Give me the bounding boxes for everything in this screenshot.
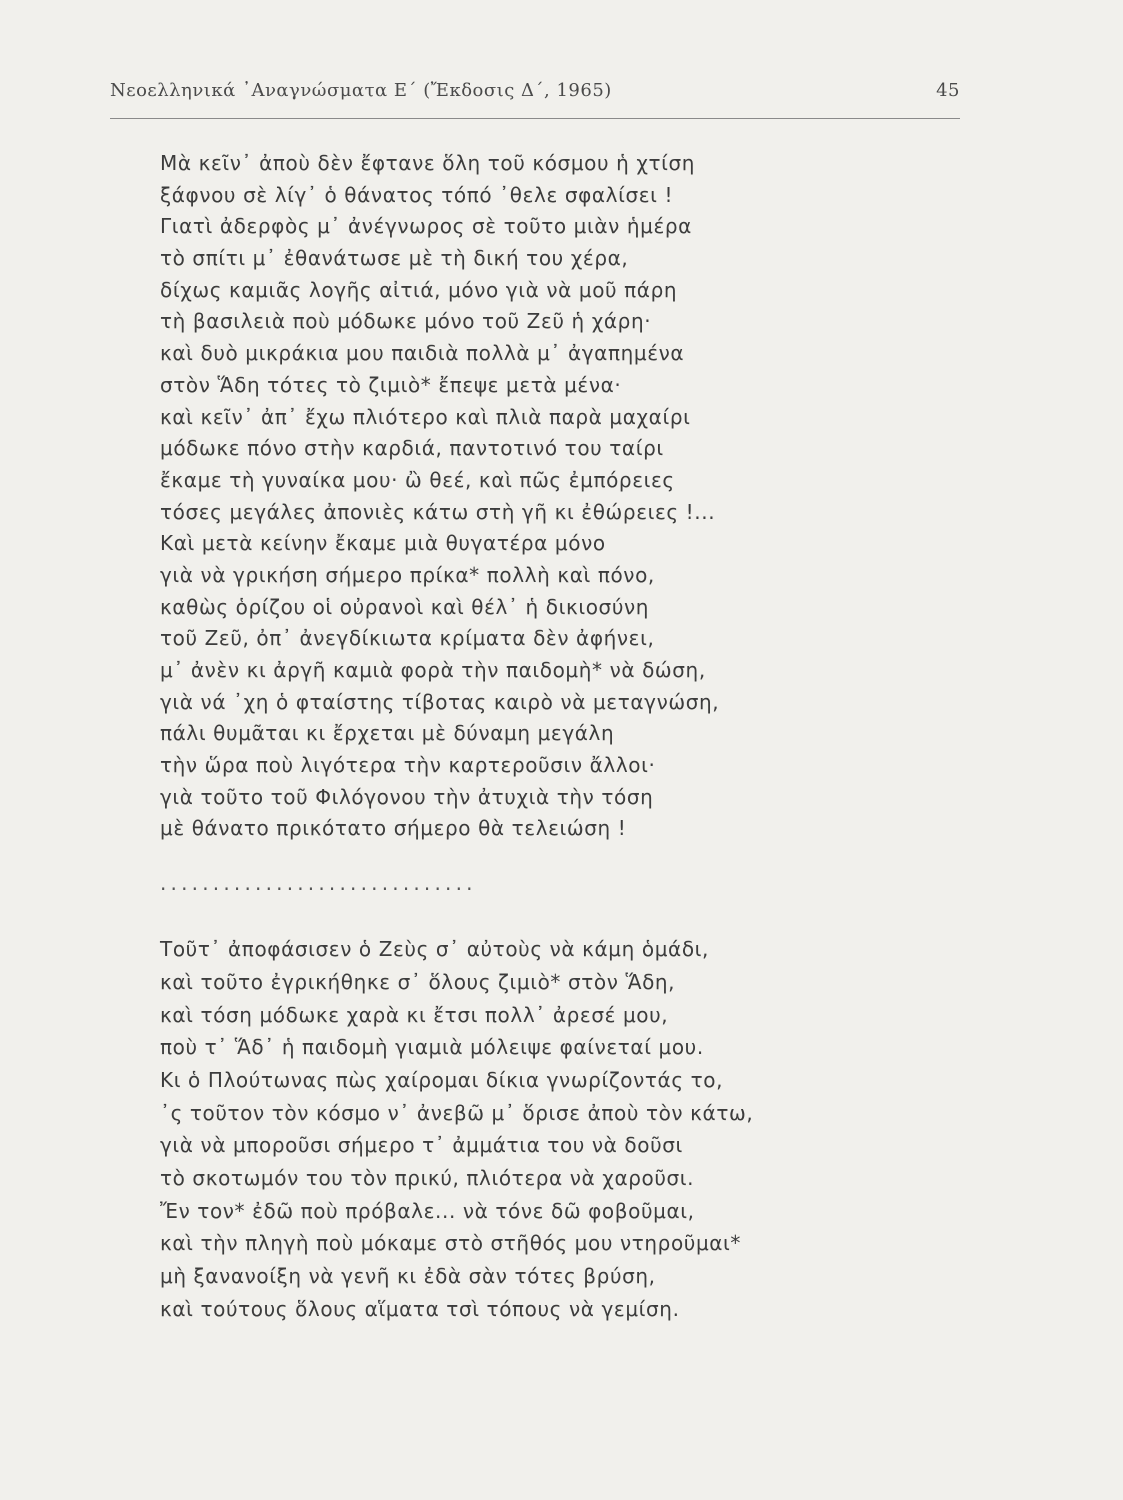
header-rule xyxy=(110,118,960,119)
running-header xyxy=(110,80,960,120)
verse-line: Καὶ μετὰ κείνην ἔκαμε μιὰ θυγατέρα μόνο xyxy=(160,531,606,556)
verse-line: γιὰ νὰ μποροῦσι σήμερο τ᾽ ἀμμάτια του νὰ δοῦσι xyxy=(160,1133,683,1158)
verse-line: γιὰ νά ᾽χη ὁ φταίστης τίβοτας καιρὸ νὰ μεταγνώση, xyxy=(160,689,720,714)
stanza-1 xyxy=(160,148,920,845)
verse-line: καὶ τόση μόδωκε χαρὰ κι ἔτσι πολλ᾽ ἀρεσέ μου, xyxy=(160,1002,669,1027)
verse-line: δίχως καμιᾶς λογῆς αἰτιά, μόνο γιὰ νὰ μοῦ πάρη xyxy=(160,277,678,302)
omission-dots: .............................. xyxy=(160,871,477,896)
verse-line: Ἔν τον* ἐδῶ ποὺ πρόβαλε... νὰ τόνε δῶ φοβοῦμαι, xyxy=(160,1198,695,1223)
verse-line: τὸ σκοτωμόν του τὸν πρικύ, πλιότερα νὰ χαροῦσι. xyxy=(160,1165,695,1190)
verse-line: τόσες μεγάλες ἀπονιὲς κάτω στὴ γῆ κι ἐθώρειες !... xyxy=(160,499,716,524)
verse-line: μὲ θάνατο πρικότατο σήμερο θὰ τελειώση ! xyxy=(160,816,627,841)
verse-line: καὶ δυὸ μικράκια μου παιδιὰ πολλὰ μ᾽ ἀγαπημένα xyxy=(160,341,685,366)
verse-line: γιὰ τοῦτο τοῦ Φιλόγονου τὴν ἀτυχιὰ τὴν τόση xyxy=(160,784,654,809)
verse-line: στὸν Ἅδη τότες τὸ ζιμιὸ* ἔπεψε μετὰ μένα· xyxy=(160,372,622,397)
verse-line: Γιατὶ ἀδερφὸς μ᾽ ἀνέγνωρος σὲ τοῦτο μιὰν ἡμέρα xyxy=(160,214,692,239)
verse-line: τὴν ὥρα ποὺ λιγότερα τὴν καρτεροῦσιν ἄλλοι· xyxy=(160,753,656,778)
verse-line: καὶ τοῦτο ἐγρικήθηκε σ᾽ ὅλους ζιμιὸ* στὸν Ἅδη, xyxy=(160,969,676,994)
verse-line: καὶ κεῖν᾽ ἀπ᾽ ἔχω πλιότερο καὶ πλιὰ παρὰ μαχαίρι xyxy=(160,404,691,429)
verse-line: τὸ σπίτι μ᾽ ἐθανάτωσε μὲ τὴ δική του χέρα, xyxy=(160,246,629,271)
verse-line: ᾽ς τοῦτον τὸν κόσμο ν᾽ ἀνεβῶ μ᾽ ὅρισε ἀποὺ τὸν κάτω, xyxy=(160,1100,754,1125)
verse-line: τὴ βασιλειὰ ποὺ μόδωκε μόνο τοῦ Ζεῦ ἡ χάρη· xyxy=(160,309,652,334)
verse-line: μὴ ξανανοίξη νὰ γενῆ κι ἐδὰ σὰν τότες βρύση, xyxy=(160,1264,656,1288)
verse-line: καὶ τούτους ὅλους αἵματα τσὶ τόπους νὰ γεμίση. xyxy=(160,1296,680,1321)
verse-line: πάλι θυμᾶται κι ἔρχεται μὲ δύναμη μεγάλη xyxy=(160,721,615,746)
verse-line: Κι ὁ Πλούτωνας πὼς χαίρομαι δίκια γνωρίζοντάς το, xyxy=(160,1067,724,1092)
verse-line: ἔκαμε τὴ γυναίκα μου· ὢ θεέ, καὶ πῶς ἐμπόρειες xyxy=(160,467,675,492)
verse-line: τοῦ Ζεῦ, ὀπ᾽ ἀνεγδίκιωτα κρίματα δὲν ἀφήνει, xyxy=(160,626,655,651)
poem-text xyxy=(160,148,920,1325)
verse-line: καὶ τὴν πληγὴ ποὺ μόκαμε στὸ στῆθός μου ντηροῦμαι* xyxy=(160,1231,742,1256)
verse-line: Τοῦτ᾽ ἀποφάσισεν ὁ Ζεὺς σ᾽ αὐτοὺς νὰ κάμη ὁμάδι, xyxy=(160,937,709,962)
verse-line: μ᾽ ἀνὲν κι ἀργῆ καμιὰ φορὰ τὴν παιδομὴ* νὰ δώση, xyxy=(160,658,706,682)
verse-line: ποὺ τ᾽ Ἅδ᾽ ἡ παιδομὴ γιαμιὰ μόλειψε φαίνεταί μου. xyxy=(160,1035,704,1060)
page-number: 45 xyxy=(936,80,960,101)
verse-line: ξάφνου σὲ λίγ᾽ ὁ θάνατος τόπό ᾽θελε σφαλίσει ! xyxy=(160,182,674,207)
stanza-2 xyxy=(160,933,920,1325)
verse-line: καθὼς ὁρίζου οἱ οὐρανοὶ καὶ θέλ᾽ ἡ δικιοσύνη xyxy=(160,594,650,619)
verse-line: μόδωκε πόνο στὴν καρδιά, παντοτινό του ταίρι xyxy=(160,436,664,461)
verse-line: γιὰ νὰ γρικήση σήμερο πρίκα* πολλὴ καὶ πόνο, xyxy=(160,562,655,587)
book-title: Νεοελληνικά ᾽Αναγνώσματα Ε΄ (Ἔκδοσις Δ΄, 1965) xyxy=(110,80,612,101)
verse-line: Μὰ κεῖν᾽ ἀποὺ δὲν ἔφτανε ὅλη τοῦ κόσμου ἡ χτίση xyxy=(160,151,696,175)
